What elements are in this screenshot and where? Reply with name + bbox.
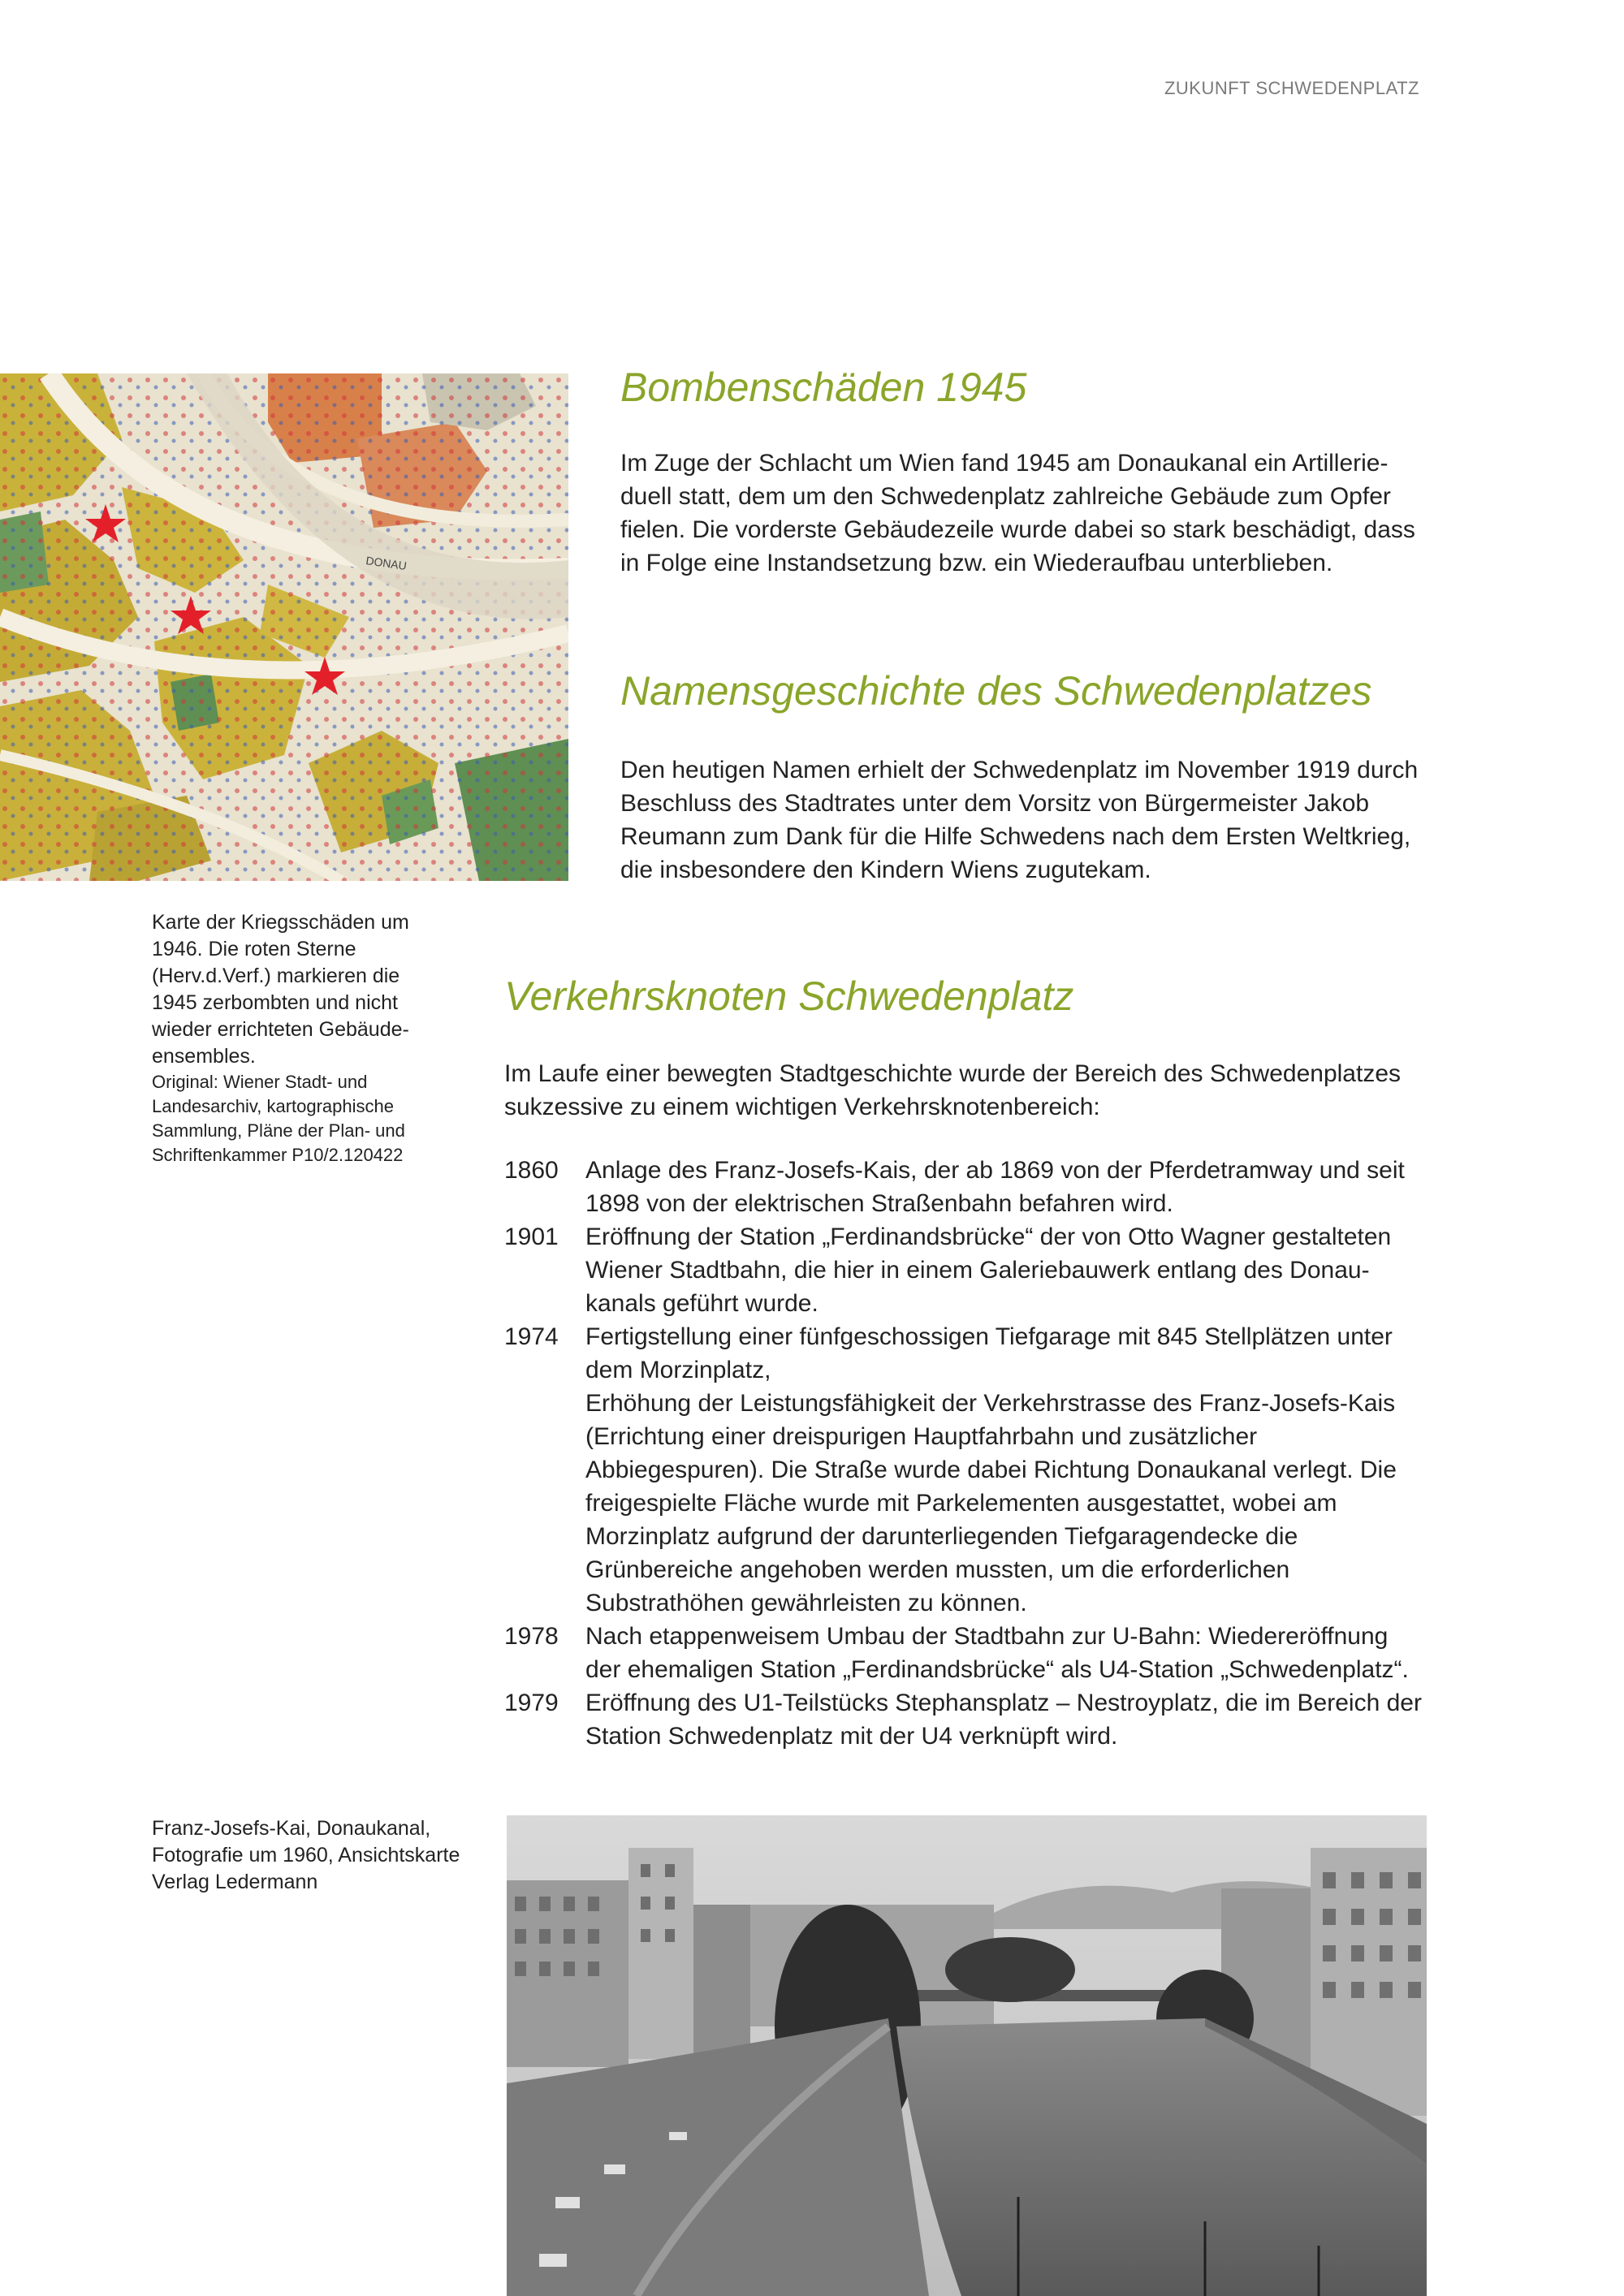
- heading-traffic-hub: Verkehrsknoten Schwedenplatz: [504, 973, 1074, 1019]
- running-head: ZUKUNFT SCHWEDENPLATZ: [1164, 78, 1419, 98]
- timeline-year: 1974: [504, 1323, 559, 1350]
- timeline-text: Fertigstellung einer fünfgeschossigen Tiefgarage mit 845 Stellplätzen unter dem Morzinplatz, Erhöhung der Leistungsfähigkeit der Verkehrstrasse des Franz-Josefs-Kais (Errichtung einer dreispurigen Hauptfahrbahn und zusätzlicher Abbiegespuren). Die Straße wurde dabei Richtung Donaukanal verlegt. Die freigespielte Fläche wurde mit Parkelementen ausgestattet, wobei am Morzinplatz aufgrund der darunterliegenden Tiefgaragendecke die Grünbereiche angehoben werden mussten, um die erforderlichen Substrathöhen gewährleisten zu können.: [585, 1323, 1397, 1616]
- paragraph-name-history: Den heutigen Namen erhielt der Schwedenplatz im November 1919 durch Beschluss des Stadtrates unter dem Vorsitz von Bürgermeister Jakob Reumann zum Dank für die Hilfe Schwedens nach dem Ersten Weltkrieg, die insbesondere den Kindern Wiens zugutekam.: [620, 757, 1419, 883]
- timeline-text: Anlage des Franz-Josefs-Kais, der ab 1869 von der Pferdetramway und seit 1898 von der elektrischen Straßenbahn befahren wird.: [585, 1157, 1405, 1217]
- map-caption-text: Karte der Kriegsschäden um 1946. Die roten Sterne (Herv.d.Verf.) markieren die 1945 zerbombten und nicht wieder errichteten Gebäudeensembles.: [152, 911, 409, 1068]
- paragraph-bomb-damage: Im Zuge der Schlacht um Wien fand 1945 am Donaukanal ein Artillerieduell statt, dem um den Schwedenplatz zahlreiche Gebäude zum Opfer fielen. Die vorderste Gebäudezeile wurde dabei so stark beschädigt, dass in Folge eine Instandsetzung bzw. ein Wiederaufbau unterblieben.: [620, 450, 1415, 576]
- timeline-text: Eröffnung des U1-Teilstücks Stephansplatz – Nestroyplatz, die im Bereich der Station Schwedenplatz mit der U4 verknüpft wird.: [585, 1690, 1422, 1750]
- map-caption: [152, 909, 444, 1167]
- timeline-year: 1978: [504, 1623, 559, 1650]
- donaukanal-photo: [507, 1815, 1427, 2296]
- timeline: [504, 1154, 1430, 1753]
- timeline-year: 1979: [504, 1690, 559, 1716]
- timeline-text: Eröffnung der Station „Ferdinandsbrücke“ der von Otto Wagner gestalteten Wiener Stadtbahn, die hier in einem Galeriebauwerk entlang des Donaukanals geführt wurde.: [585, 1224, 1392, 1317]
- timeline-text: Nach etappenweisem Umbau der Stadtbahn zur U-Bahn: Wiedereröffnung der ehemaligen Station „Ferdinandsbrücke“ als U4-Station „Schwedenplatz“.: [585, 1623, 1409, 1683]
- timeline-year: 1901: [504, 1224, 559, 1250]
- war-damage-map: [0, 373, 568, 881]
- timeline-row: [504, 1220, 1430, 1320]
- timeline-year: 1860: [504, 1157, 559, 1184]
- paragraph-traffic-intro: Im Laufe einer bewegten Stadtgeschichte wurde der Bereich des Schwedenplatzes sukzessive zu einem wichtigen Verkehrsknotenbereich:: [504, 1060, 1402, 1120]
- heading-name-history: Namensgeschichte des Schwedenplatzes: [620, 668, 1372, 714]
- timeline-row: [504, 1620, 1430, 1686]
- timeline-row: [504, 1154, 1430, 1220]
- photo-caption: Franz-Josefs-Kai, Donaukanal, Fotografie um 1960, Ansichtskarte Verlag Ledermann: [152, 1817, 460, 1893]
- timeline-row: [504, 1686, 1430, 1753]
- heading-bomb-damage: Bombenschäden 1945: [620, 365, 1027, 410]
- timeline-row: [504, 1320, 1430, 1620]
- map-label-donau: DONAU: [365, 554, 408, 573]
- map-caption-source: Original: Wiener Stadt- und Landesarchiv, kartographische Sammlung, Pläne der Plan- und Schriftenkammer P10/2.120422: [152, 1072, 405, 1165]
